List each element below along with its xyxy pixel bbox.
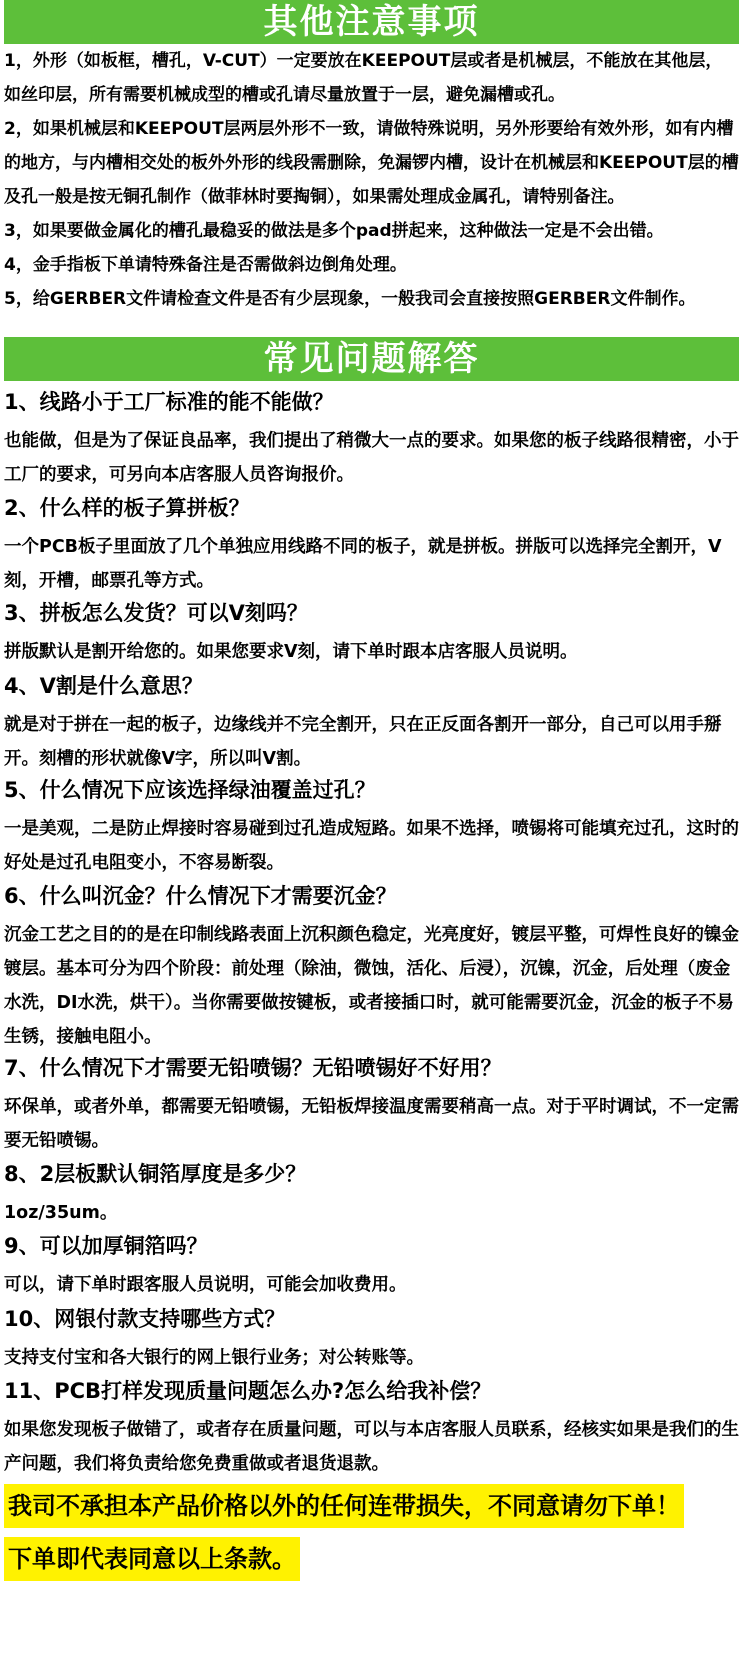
note-item: 4，金手指板下单请特殊备注是否需做斜边倒角处理。 [4, 255, 407, 275]
faq-item-8 [4, 1158, 739, 1230]
notes-list [4, 44, 739, 316]
faq-answer: 支持支付宝和各大银行的网上银行业务；对公转账等。 [4, 1348, 424, 1368]
faq-answer: 也能做，但是为了保证良品率，我们提出了稍微大一点的要求。如果您的板子线路很精密，小于工厂的要求，可另向本店客服人员咨询报价。 [4, 431, 739, 485]
note-item: 1，外形（如板框，槽孔，V-CUT）一定要放在KEEPOUT层或者是机械层，不能放在其他层，如丝印层，所有需要机械成型的槽或孔请尽量放置于一层，避免漏槽或孔。 [4, 51, 723, 105]
faq-answer: 拼版默认是割开给您的。如果您要求V刻，请下单时跟本店客服人员说明。 [4, 642, 578, 662]
faq-question: 4、V割是什么意思？ [4, 674, 203, 698]
faq-answer: 沉金工艺之目的的是在印制线路表面上沉积颜色稳定，光亮度好，镀层平整，可焊性良好的镍金镀层。基本可分为四个阶段：前处理（除油，微蚀，活化、后浸），沉镍，沉金，后处理（废金水洗，DI水洗，烘干）。当你需要做按键板，或者接插口时，就可能需要沉金，沉金的板子不易生锈，接触电阻小。 [4, 925, 739, 1047]
faq-answer: 1oz/35um。 [4, 1203, 118, 1223]
note-item: 3，如果要做金属化的槽孔最稳妥的做法是多个pad拼起来，这种做法一定是不会出错。 [4, 221, 664, 241]
faq-question: 10、网银付款支持哪些方式？ [4, 1307, 286, 1331]
faq-item-7 [4, 1052, 739, 1158]
faq-question: 6、什么叫沉金？什么情况下才需要沉金？ [4, 884, 397, 908]
faq-question: 8、2层板默认铜箔厚度是多少？ [4, 1162, 307, 1186]
notes-section-title: 其他注意事项 [4, 0, 739, 44]
faq-question: 3、拼板怎么发货？可以V刻吗？ [4, 601, 308, 625]
faq-item-4 [4, 670, 739, 776]
faq-answer: 一是美观，二是防止焊接时容易碰到过孔造成短路。如果不选择，喷锡将可能填充过孔，这时的好处是过孔电阻变小，不容易断裂。 [4, 819, 739, 873]
faq-item-5 [4, 774, 739, 880]
faq-item-3 [4, 597, 739, 669]
faq-item-1 [4, 386, 739, 492]
note-item: 5，给GERBER文件请检查文件是否有少层现象，一般我司会直接按照GERBER文件制作。 [4, 289, 696, 309]
disclaimer-agreement: 下单即代表同意以上条款。 [4, 1537, 300, 1581]
faq-question: 7、什么情况下才需要无铅喷锡？无铅喷锡好不好用？ [4, 1056, 502, 1080]
faq-answer: 就是对于拼在一起的板子，边缘线并不完全割开，只在正反面各割开一部分，自己可以用手掰开。刻槽的形状就像V字，所以叫V割。 [4, 715, 722, 769]
faq-question: 11、PCB打样发现质量问题怎么办?怎么给我补偿？ [4, 1379, 492, 1403]
faq-question: 9、可以加厚铜箔吗？ [4, 1234, 208, 1258]
faq-item-2 [4, 492, 739, 598]
faq-question: 2、什么样的板子算拼板？ [4, 496, 250, 520]
note-item: 2，如果机械层和KEEPOUT层两层外形不一致，请做特殊说明，另外形要给有效外形，如有内槽的地方，与内槽相交处的板外外形的线段需删除，免漏锣内槽，设计在机械层和KEEPOUT层的槽及孔一般是按无铜孔制作（做菲林时要掏铜），如果需处理成金属孔，请特别备注。 [4, 119, 739, 207]
faq-question: 5、什么情况下应该选择绿油覆盖过孔？ [4, 778, 376, 802]
faq-section-title: 常见问题解答 [4, 337, 739, 381]
faq-item-9 [4, 1230, 739, 1302]
faq-question: 1、线路小于工厂标准的能不能做？ [4, 390, 334, 414]
faq-item-6 [4, 880, 739, 1054]
disclaimer-liability: 我司不承担本产品价格以外的任何连带损失，不同意请勿下单！ [4, 1484, 684, 1528]
faq-answer: 环保单，或者外单，都需要无铅喷锡，无铅板焊接温度需要稍高一点。对于平时调试，不一定需要无铅喷锡。 [4, 1097, 739, 1151]
faq-answer: 如果您发现板子做错了，或者存在质量问题，可以与本店客服人员联系，经核实如果是我们的生产问题，我们将负责给您免费重做或者退货退款。 [4, 1420, 739, 1474]
faq-answer: 可以，请下单时跟客服人员说明，可能会加收费用。 [4, 1275, 407, 1295]
faq-answer: 一个PCB板子里面放了几个单独应用线路不同的板子，就是拼板。拼版可以选择完全割开，V刻，开槽，邮票孔等方式。 [4, 537, 722, 591]
faq-item-10 [4, 1303, 739, 1375]
faq-item-11 [4, 1375, 739, 1481]
